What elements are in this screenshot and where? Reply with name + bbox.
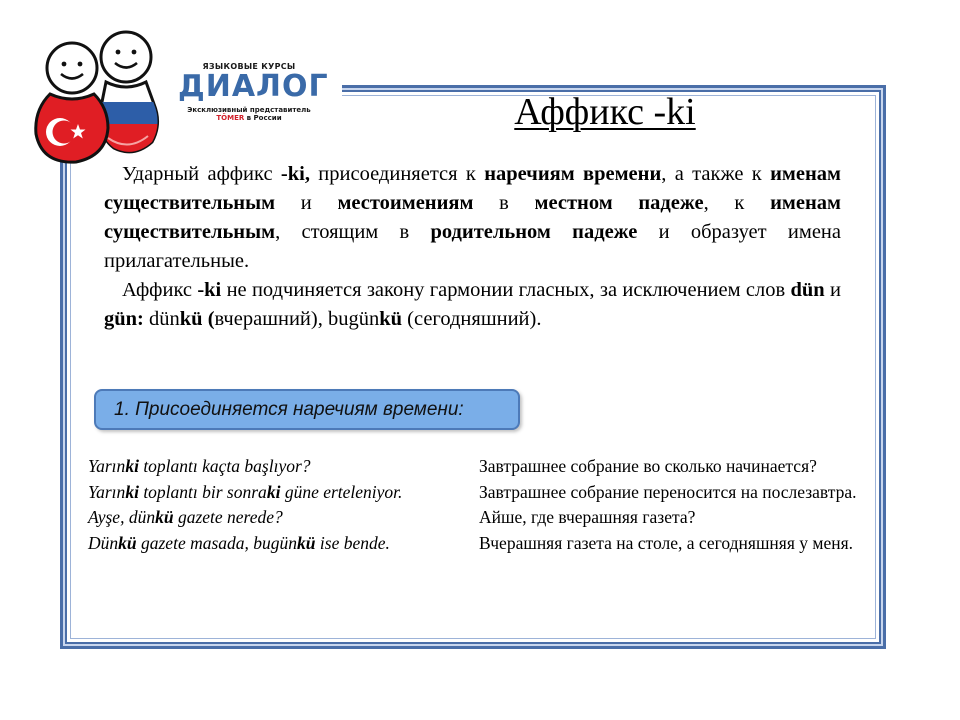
text: (сегодняшний). (402, 308, 542, 330)
bold-text: gün: (104, 308, 144, 330)
text: Yarın (88, 456, 126, 476)
bold-text: ki (125, 456, 139, 476)
example-russian: Вчерашняя газета на столе, а сегодняшняя у меня. (479, 532, 854, 553)
text: güne erteleniyor. (280, 481, 403, 502)
bold-text: ki (125, 481, 139, 502)
text: toplantı kaçta başlıyor? (138, 456, 311, 476)
text: , а также к (661, 163, 771, 185)
text: и (275, 192, 338, 214)
example-row (88, 531, 858, 557)
text: Ударный аффикс (122, 163, 281, 185)
text: ise bende. (315, 532, 390, 553)
text: , стоящим в (275, 221, 431, 243)
bold-text: именам существительным (104, 192, 841, 243)
text: не подчиняется закону гармонии гласных, за исключением слов (221, 279, 791, 301)
bold-text: kü (297, 532, 316, 553)
bold-text: kü (179, 308, 203, 330)
text: в (473, 192, 535, 214)
text: dün (143, 308, 180, 330)
text: toplantı bir sonra (138, 481, 267, 502)
bold-text: местном падеже (534, 192, 704, 214)
text: и образует имена прилагательные. (104, 221, 841, 272)
text: вчерашний), bugün (214, 308, 380, 330)
rule-paragraph-2 (104, 276, 841, 334)
bold-text: -ki (197, 279, 222, 301)
example-turkish (88, 531, 465, 557)
text: Yarın (88, 481, 126, 502)
example-row (88, 454, 858, 480)
brand-tomer: TÖMER (216, 114, 245, 122)
bold-text: dün (790, 279, 825, 301)
slide-title: Аффикс -ki (514, 91, 696, 133)
example-turkish (88, 454, 465, 480)
bold-text: kü (155, 507, 174, 527)
text: присоединяется к (309, 163, 485, 185)
bold-text: родительном падеже (430, 221, 638, 243)
examples-table (88, 454, 858, 556)
brand-logo (178, 62, 329, 122)
text: gazete masada, bugün (136, 532, 298, 553)
example-row (88, 480, 858, 506)
brand-partner (178, 114, 320, 122)
bold-text: именам существительным (104, 163, 841, 214)
bold-text: kü (118, 532, 137, 553)
bold-text: местоимениям (337, 192, 474, 214)
bold-text: ( (207, 308, 215, 330)
example-russian: Айше, где вчерашняя газета? (479, 507, 696, 527)
rule-paragraph-1 (104, 160, 841, 276)
bold-text: kü (379, 308, 403, 330)
text: , к (703, 192, 771, 214)
brand-tagline: ЯЗЫКОВЫЕ КУРСЫ (202, 62, 296, 71)
example-turkish (88, 505, 465, 531)
section-label: 1. Присоединяется наречиям времени: (94, 389, 520, 430)
bold-text: -ki, (280, 163, 310, 185)
bold-text: ki (266, 481, 281, 502)
text: Аффикс (122, 279, 198, 301)
text: Dün (88, 532, 119, 553)
brand-subtitle: Эксклюзивный представитель (187, 106, 311, 114)
example-row (88, 505, 858, 531)
brand-partner-suffix: в России (244, 114, 282, 122)
bold-text: наречиям времени (484, 163, 662, 185)
text: Ayşe, dün (88, 507, 156, 527)
text: gazete nerede? (173, 507, 283, 527)
text: и (824, 279, 841, 301)
mascot-logo-icon (28, 24, 173, 169)
example-turkish (88, 480, 465, 506)
example-russian: Завтрашнее собрание во сколько начинается? (479, 456, 817, 476)
brand-name: ДИАЛОГ (178, 69, 329, 104)
example-russian: Завтрашнее собрание переносится на послезавтра. (479, 481, 857, 502)
